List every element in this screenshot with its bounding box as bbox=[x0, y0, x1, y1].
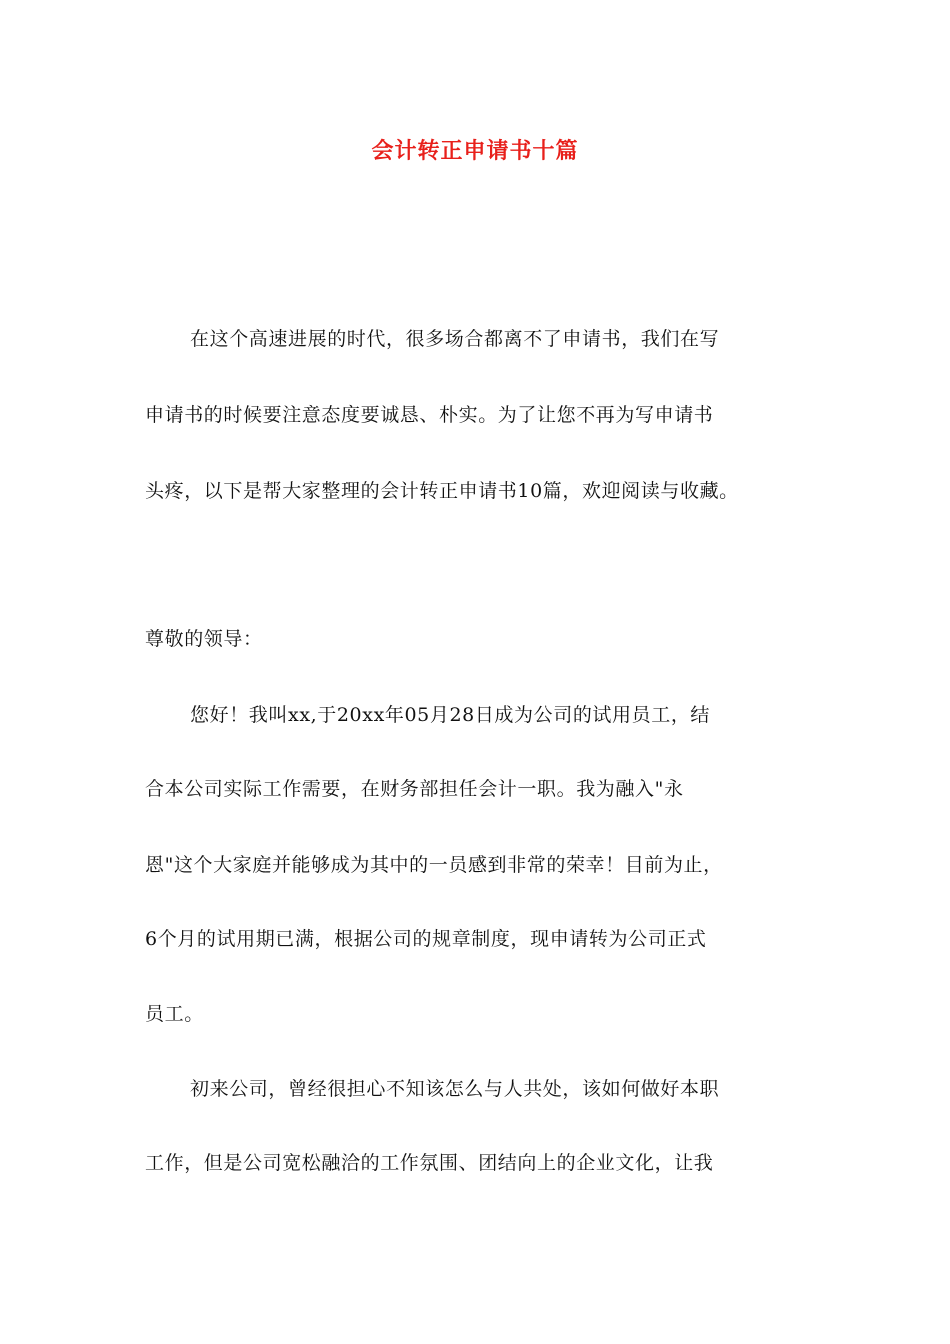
salutation: 尊敬的领导： bbox=[145, 628, 263, 650]
paragraph2-line-1: 初来公司，曾经很担心不知该怎么与人共处，该如何做好本职 bbox=[190, 1078, 720, 1100]
paragraph1-line-4: 6个月的试用期已满，根据公司的规章制度，现申请转为公司正式 bbox=[145, 928, 707, 950]
intro-line-2: 申请书的时候要注意态度要诚恳、朴实。为了让您不再为写申请书 bbox=[145, 404, 714, 426]
document-title: 会计转正申请书十篇 bbox=[371, 139, 579, 164]
intro-line-3: 头疼，以下是帮大家整理的会计转正申请书10篇，欢迎阅读与收藏。 bbox=[145, 480, 739, 502]
paragraph1-line-3: 恩"这个大家庭并能够成为其中的一员感到非常的荣幸！目前为止， bbox=[145, 854, 723, 876]
paragraph1-line-2: 合本公司实际工作需要，在财务部担任会计一职。我为融入"永 bbox=[145, 778, 684, 800]
paragraph1-line-1: 您好！我叫xx,于20xx年05月28日成为公司的试用员工，结 bbox=[190, 704, 711, 726]
intro-line-1: 在这个高速进展的时代，很多场合都离不了申请书，我们在写 bbox=[190, 328, 720, 350]
paragraph1-line-5: 员工。 bbox=[145, 1003, 204, 1025]
paragraph2-line-2: 工作，但是公司宽松融洽的工作氛围、团结向上的企业文化，让我 bbox=[145, 1152, 714, 1174]
